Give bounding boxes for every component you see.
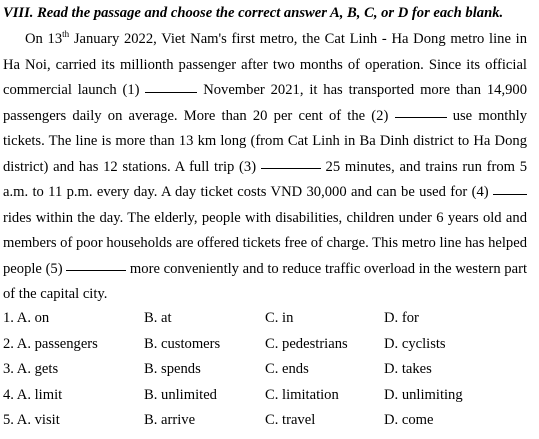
- option-c: C. travel: [265, 412, 316, 428]
- option-d: D. takes: [384, 361, 432, 377]
- question-row: [3, 383, 533, 409]
- option-a: 2. A. passengers: [3, 335, 98, 352]
- option-b: B. spends: [144, 361, 201, 377]
- passage-text-2: January 2022, Viet Nam's first metro, the Cat Linh - Ha Dong metro line in Ha Noi, carried its millionth passenger after two months of operation. Since its official commercial launch (1): [3, 31, 527, 98]
- option-b: B. at: [144, 310, 172, 326]
- option-c: C. in: [265, 310, 294, 326]
- blank-5: [66, 270, 126, 271]
- passage-text-1: On 13: [25, 31, 63, 47]
- question-row: [3, 332, 533, 358]
- option-a: 3. A. gets: [3, 361, 59, 377]
- answer-options: [3, 306, 533, 434]
- blank-4: [493, 194, 527, 195]
- question-row: [3, 306, 533, 332]
- passage-text-4: use monthly tickets. The line is more than 13 km long (from Cat Linh in Ba Dinh district to Ha Dong district) and has 12 stations. A full trip (3): [3, 107, 527, 175]
- passage-text-6: rides within the day. The elderly, people with disabilities, children under 6 years old and members of poor households are offered tickets free of charge. This metro line has helped people (5): [3, 209, 527, 277]
- option-d: D. come: [384, 412, 434, 428]
- option-b: B. arrive: [144, 412, 196, 428]
- option-c: C. ends: [265, 361, 309, 377]
- blank-2: [395, 117, 447, 118]
- reading-passage: [3, 27, 527, 308]
- ordinal-suffix: th: [62, 29, 70, 40]
- option-b: B. unlimited: [144, 386, 217, 403]
- option-b: B. customers: [144, 335, 221, 352]
- blank-3: [261, 168, 321, 169]
- exercise-heading: VIII. Read the passage and choose the correct answer A, B, C, or D for each blank.: [3, 5, 504, 21]
- question-row: [3, 408, 533, 434]
- option-d: D. unlimiting: [384, 386, 463, 403]
- blank-1: [145, 92, 197, 93]
- option-c: C. limitation: [265, 386, 339, 403]
- passage-text-3: November 2021, it has transported more than 14,900 passengers daily on average. More than 20 per cent of the (2): [3, 82, 528, 124]
- passage-text-7: more conveniently and to reduce traffic overload in the western part of the capital city.: [3, 260, 527, 302]
- passage-text-5: 25 minutes, and trains run from 5 a.m. to 11 p.m. every day. A day ticket costs VND 30,000 and can be used for (4): [3, 158, 527, 200]
- option-c: C. pedestrians: [265, 335, 348, 352]
- option-d: D. cyclists: [384, 335, 446, 352]
- option-a: 4. A. limit: [3, 386, 63, 403]
- question-row: [3, 357, 533, 383]
- option-a: 1. A. on: [3, 310, 50, 326]
- option-a: 5. A. visit: [3, 412, 60, 428]
- option-d: D. for: [384, 310, 419, 326]
